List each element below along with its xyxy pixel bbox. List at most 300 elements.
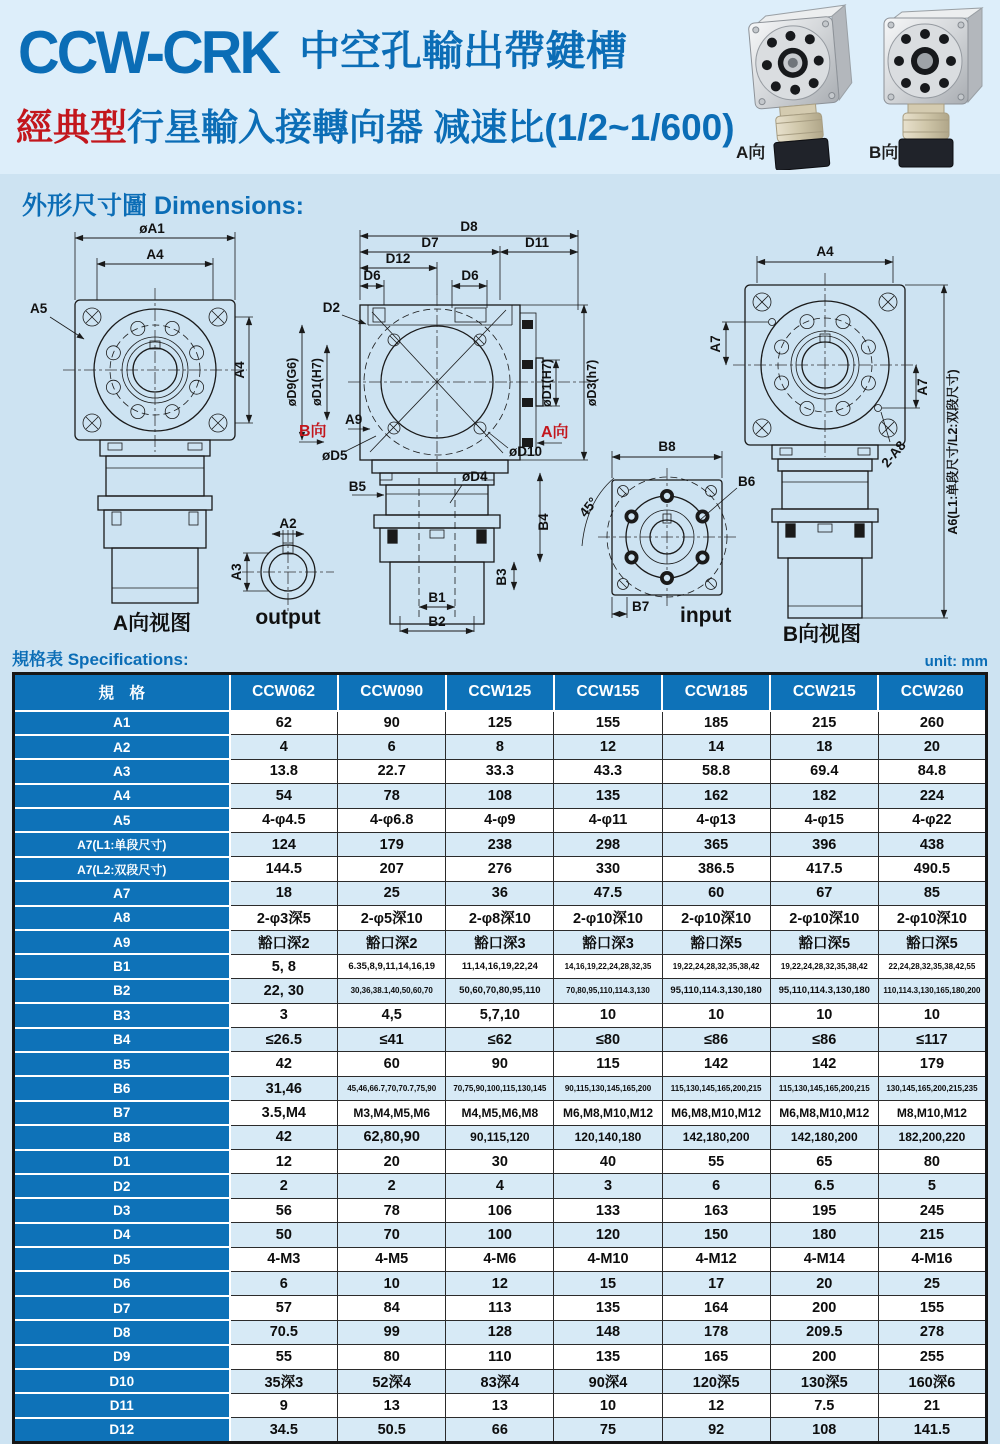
specs-heading-row <box>12 645 988 670</box>
dim-label-d5: øD5 <box>322 448 348 463</box>
spec-cell: 12 <box>554 735 662 759</box>
spec-cell: 22,24,28,32,35,38,42,55 <box>878 954 986 978</box>
spec-cell: 豁口深5 <box>662 930 770 954</box>
spec-cell: 142,180,200 <box>662 1125 770 1149</box>
spec-cell: 298 <box>554 832 662 856</box>
spec-cell: 6.5 <box>770 1174 878 1198</box>
spec-cell: 142,180,200 <box>770 1125 878 1149</box>
spec-row-label: B1 <box>14 954 230 978</box>
spec-cell: 30 <box>446 1150 554 1174</box>
spec-cell: 4-φ11 <box>554 808 662 832</box>
dim-label-a1: øA1 <box>139 221 165 236</box>
table-row <box>14 1271 987 1295</box>
dim-label-d1h7-right: øD1(H7) <box>540 359 554 407</box>
photo-b-label: B向 <box>869 143 899 162</box>
product-photos <box>726 2 988 175</box>
spec-cell: 豁口深5 <box>878 930 986 954</box>
spec-cell: 135 <box>554 1345 662 1369</box>
spec-corner-header: 規 格 <box>14 674 230 711</box>
dim-label-d11: D11 <box>524 235 550 250</box>
spec-cell: 65 <box>770 1150 878 1174</box>
spec-cell: 4-M10 <box>554 1247 662 1271</box>
dim-label-d8: D8 <box>460 219 478 234</box>
dim-label-d6-left: D6 <box>363 268 381 283</box>
spec-cell: 60 <box>662 881 770 905</box>
spec-cell: 163 <box>662 1198 770 1222</box>
dim-label-d6-right: D6 <box>461 268 479 283</box>
dim-label-a7-left: A7 <box>708 335 723 353</box>
spec-cell: 92 <box>662 1418 770 1442</box>
spec-cell: 130深5 <box>770 1369 878 1393</box>
table-row <box>14 1174 987 1198</box>
view-b-caption: B向视图 <box>782 623 862 645</box>
spec-cell: 178 <box>662 1320 770 1344</box>
spec-row-label: A4 <box>14 784 230 808</box>
spec-cell: 120 <box>554 1223 662 1247</box>
spec-cell: 144.5 <box>230 857 338 881</box>
spec-cell: 66 <box>446 1418 554 1442</box>
output-detail <box>229 516 334 629</box>
spec-cell: 5, 8 <box>230 954 338 978</box>
spec-row-label: B8 <box>14 1125 230 1149</box>
spec-col-header: CCW062 <box>230 674 338 711</box>
spec-col-header: CCW215 <box>770 674 878 711</box>
spec-row-label: D12 <box>14 1418 230 1442</box>
spec-row-label: A3 <box>14 759 230 783</box>
spec-row-label: B3 <box>14 1003 230 1027</box>
spec-cell: M8,M10,M12 <box>878 1101 986 1125</box>
spec-cell: 179 <box>338 832 446 856</box>
spec-cell: 195 <box>770 1198 878 1222</box>
spec-cell: 4-φ22 <box>878 808 986 832</box>
table-row <box>14 1150 987 1174</box>
spec-cell: 40 <box>554 1150 662 1174</box>
spec-cell: 245 <box>878 1198 986 1222</box>
spec-row-label: A7(L2:双段尺寸) <box>14 857 230 881</box>
spec-row-label: D5 <box>14 1247 230 1271</box>
dim-label-b6: B6 <box>738 474 756 489</box>
spec-cell: 60 <box>338 1052 446 1076</box>
spec-cell: 80 <box>878 1150 986 1174</box>
table-row <box>14 930 987 954</box>
table-row <box>14 1418 987 1442</box>
spec-cell: ≤80 <box>554 1028 662 1052</box>
spec-row-label: A7(L1:单段尺寸) <box>14 832 230 856</box>
spec-cell: 278 <box>878 1320 986 1344</box>
spec-cell: 4-M16 <box>878 1247 986 1271</box>
spec-row-label: A7 <box>14 881 230 905</box>
view-side-section <box>285 219 599 632</box>
spec-cell: 85 <box>878 881 986 905</box>
spec-cell: 6 <box>338 735 446 759</box>
spec-cell: 133 <box>554 1198 662 1222</box>
view-a-body <box>98 440 212 603</box>
spec-row-label: B4 <box>14 1028 230 1052</box>
dimensions-heading: 外形尺寸圖 Dimensions: <box>22 192 304 220</box>
dim-label-a5: A5 <box>30 301 48 316</box>
table-row <box>14 1247 987 1271</box>
table-row <box>14 711 987 735</box>
spec-row-label: D8 <box>14 1320 230 1344</box>
spec-cell: 50.5 <box>338 1418 446 1442</box>
spec-cell: M6,M8,M10,M12 <box>770 1101 878 1125</box>
spec-row-label: D3 <box>14 1198 230 1222</box>
spec-cell: 5 <box>878 1174 986 1198</box>
spec-cell: 20 <box>338 1150 446 1174</box>
dim-label-d12: D12 <box>385 251 411 266</box>
spec-cell: 4-M12 <box>662 1247 770 1271</box>
spec-cell: 4 <box>446 1174 554 1198</box>
spec-cell: 17 <box>662 1271 770 1295</box>
spec-cell: ≤86 <box>662 1028 770 1052</box>
unit-label: unit: mm <box>924 653 988 670</box>
table-row <box>14 1393 987 1417</box>
spec-cell: 12 <box>446 1271 554 1295</box>
spec-cell: 490.5 <box>878 857 986 881</box>
dim-label-a4-b: A4 <box>816 244 834 259</box>
spec-cell: 50 <box>230 1223 338 1247</box>
spec-cell: 135 <box>554 1296 662 1320</box>
spec-col-header: CCW125 <box>446 674 554 711</box>
table-row <box>14 1223 987 1247</box>
spec-cell: 179 <box>878 1052 986 1076</box>
dim-label-45deg: 45° <box>576 494 601 520</box>
spec-cell: 207 <box>338 857 446 881</box>
view-b-body <box>772 445 878 618</box>
dim-label-a2: A2 <box>279 516 297 531</box>
dir-label-b: B向 <box>299 423 327 440</box>
spec-cell: 2-φ10深10 <box>770 906 878 930</box>
table-row <box>14 808 987 832</box>
dim-label-a9: A9 <box>345 412 363 427</box>
spec-cell: 13 <box>338 1393 446 1417</box>
spec-cell: 162 <box>662 784 770 808</box>
dim-label-b2: B2 <box>428 614 446 629</box>
dim-label-a6: A6(L1:单段尺寸/L2:双段尺寸) <box>946 369 960 535</box>
spec-cell: 260 <box>878 711 986 735</box>
spec-cell: 2-φ8深10 <box>446 906 554 930</box>
table-row <box>14 954 987 978</box>
dim-label-d2: D2 <box>322 300 340 315</box>
spec-cell: 396 <box>770 832 878 856</box>
spec-cell: 4-M3 <box>230 1247 338 1271</box>
spec-cell: 438 <box>878 832 986 856</box>
spec-cell: 20 <box>878 735 986 759</box>
spec-cell: M4,M5,M6,M8 <box>446 1101 554 1125</box>
spec-cell: 2-φ5深10 <box>338 906 446 930</box>
spec-cell: 豁口深2 <box>230 930 338 954</box>
spec-cell: 9 <box>230 1393 338 1417</box>
spec-cell: 22.7 <box>338 759 446 783</box>
spec-cell: ≤86 <box>770 1028 878 1052</box>
spec-cell: M6,M8,M10,M12 <box>662 1101 770 1125</box>
spec-cell: 215 <box>878 1223 986 1247</box>
spec-cell: 3.5,M4 <box>230 1101 338 1125</box>
dim-label-d7: D7 <box>421 235 439 250</box>
spec-cell: 52深4 <box>338 1369 446 1393</box>
view-b-front <box>708 244 960 645</box>
dim-label-d3h7: øD3(h7) <box>585 359 599 407</box>
spec-cell: 155 <box>878 1296 986 1320</box>
spec-cell: 70 <box>338 1223 446 1247</box>
spec-cell: 豁口深3 <box>554 930 662 954</box>
spec-cell: 19,22,24,28,32,35,38,42 <box>770 954 878 978</box>
spec-cell: 25 <box>338 881 446 905</box>
spec-cell: 11,14,16,19,22,24 <box>446 954 554 978</box>
spec-cell: M6,M8,M10,M12 <box>554 1101 662 1125</box>
photo-a-label: A向 <box>736 143 766 162</box>
dim-label-d10: øD10 <box>509 444 543 459</box>
table-row <box>14 1028 987 1052</box>
spec-cell: 70,75,90,100,115,130,145 <box>446 1076 554 1100</box>
dim-label-d9g6: øD9(G6) <box>285 357 299 407</box>
dim-label-b4: B4 <box>536 513 551 531</box>
spec-cell: 20 <box>770 1271 878 1295</box>
dimension-drawing <box>0 210 1000 645</box>
spec-cell: 36 <box>446 881 554 905</box>
dim-label-a4-right: A4 <box>232 361 247 379</box>
spec-col-header: CCW260 <box>878 674 986 711</box>
spec-cell: 12 <box>662 1393 770 1417</box>
table-row <box>14 881 987 905</box>
spec-cell: 56 <box>230 1198 338 1222</box>
spec-cell: 69.4 <box>770 759 878 783</box>
spec-cell: 200 <box>770 1296 878 1320</box>
dim-label-d4: øD4 <box>462 469 488 484</box>
spec-cell: 4-φ15 <box>770 808 878 832</box>
spec-cell: 4,5 <box>338 1003 446 1027</box>
spec-table <box>12 672 988 1444</box>
spec-cell: 12 <box>230 1150 338 1174</box>
spec-cell: 108 <box>770 1418 878 1442</box>
spec-cell: 95,110,114.3,130,180 <box>770 979 878 1003</box>
spec-row-label: A2 <box>14 735 230 759</box>
spec-cell: 15 <box>554 1271 662 1295</box>
spec-cell: 124 <box>230 832 338 856</box>
table-row <box>14 1003 987 1027</box>
spec-cell: 3 <box>230 1003 338 1027</box>
spec-cell: 14,16,19,22,24,28,32,35 <box>554 954 662 978</box>
table-row <box>14 1345 987 1369</box>
gearbox-photo-pair <box>726 2 988 170</box>
table-row <box>14 1101 987 1125</box>
spec-cell: 83深4 <box>446 1369 554 1393</box>
spec-cell: 31,46 <box>230 1076 338 1100</box>
table-row <box>14 857 987 881</box>
spec-cell: 115 <box>554 1052 662 1076</box>
spec-cell: 180 <box>770 1223 878 1247</box>
spec-cell: 2 <box>230 1174 338 1198</box>
spec-cell: 18 <box>770 735 878 759</box>
spec-cell: 84.8 <box>878 759 986 783</box>
spec-col-header: CCW155 <box>554 674 662 711</box>
view-a-caption: A向视图 <box>112 612 192 635</box>
spec-cell: 113 <box>446 1296 554 1320</box>
spec-cell: 365 <box>662 832 770 856</box>
spec-row-label: D1 <box>14 1150 230 1174</box>
dim-label-a3: A3 <box>229 563 244 581</box>
spec-cell: 80 <box>338 1345 446 1369</box>
spec-row-label: A8 <box>14 906 230 930</box>
spec-cell: 豁口深2 <box>338 930 446 954</box>
spec-row-label: A1 <box>14 711 230 735</box>
page-subtitle <box>16 97 735 151</box>
spec-cell: 4 <box>230 735 338 759</box>
spec-cell: ≤62 <box>446 1028 554 1052</box>
spec-cell: ≤117 <box>878 1028 986 1052</box>
spec-row-label: A5 <box>14 808 230 832</box>
specs-heading: 規格表 Specifications: <box>12 650 189 669</box>
input-caption: input <box>680 604 732 627</box>
spec-row-label: B6 <box>14 1076 230 1100</box>
spec-cell: 115,130,145,165,200,215 <box>662 1076 770 1100</box>
view-a-front <box>30 221 253 635</box>
spec-cell: 10 <box>770 1003 878 1027</box>
spec-cell: 155 <box>554 711 662 735</box>
spec-cell: 386.5 <box>662 857 770 881</box>
spec-cell: 6 <box>230 1271 338 1295</box>
spec-cell: 84 <box>338 1296 446 1320</box>
spec-cell: 10 <box>878 1003 986 1027</box>
spec-cell: 43.3 <box>554 759 662 783</box>
table-row <box>14 1320 987 1344</box>
dim-label-a7-right: A7 <box>915 378 930 396</box>
spec-cell: 75 <box>554 1418 662 1442</box>
spec-cell: 215 <box>770 711 878 735</box>
spec-cell: 42 <box>230 1052 338 1076</box>
spec-cell: 182 <box>770 784 878 808</box>
spec-cell: 47.5 <box>554 881 662 905</box>
spec-cell: 110,114.3,130,165,180,200 <box>878 979 986 1003</box>
spec-row-label: B5 <box>14 1052 230 1076</box>
title-description: 中空孔輸出帶鍵槽 <box>299 28 628 74</box>
spec-cell: 2 <box>338 1174 446 1198</box>
spec-cell: ≤41 <box>338 1028 446 1052</box>
spec-row-label: D7 <box>14 1296 230 1320</box>
spec-cell: 62,80,90 <box>338 1125 446 1149</box>
subtitle-text: 行星輸入接轉向器 减速比(1/2~1/600) <box>127 107 735 148</box>
spec-cell: 99 <box>338 1320 446 1344</box>
spec-cell: 50,60,70,80,95,110 <box>446 979 554 1003</box>
table-row <box>14 1076 987 1100</box>
spec-cell: 19,22,24,28,32,35,38,42 <box>662 954 770 978</box>
spec-cell: 62 <box>230 711 338 735</box>
spec-row-label: A9 <box>14 930 230 954</box>
spec-cell: 豁口深3 <box>446 930 554 954</box>
spec-row-label: D10 <box>14 1369 230 1393</box>
spec-col-header: CCW090 <box>338 674 446 711</box>
specifications-section <box>12 645 988 1444</box>
spec-cell: 130,145,165,200,215,235 <box>878 1076 986 1100</box>
spec-cell: 128 <box>446 1320 554 1344</box>
spec-cell: 豁口深5 <box>770 930 878 954</box>
spec-cell: 90 <box>446 1052 554 1076</box>
spec-cell: 30,36,38.1,40,50,60,70 <box>338 979 446 1003</box>
spec-cell: 70,80,95,110,114.3,130 <box>554 979 662 1003</box>
spec-cell: 33.3 <box>446 759 554 783</box>
spec-cell: 276 <box>446 857 554 881</box>
spec-cell: 10 <box>662 1003 770 1027</box>
dim-label-d1h7-left: øD1(H7) <box>310 358 324 406</box>
spec-cell: 3 <box>554 1174 662 1198</box>
dim-label-a4-top: A4 <box>146 247 164 262</box>
spec-cell: M3,M4,M5,M6 <box>338 1101 446 1125</box>
table-row <box>14 979 987 1003</box>
spec-cell: 108 <box>446 784 554 808</box>
spec-row-label: D11 <box>14 1393 230 1417</box>
spec-cell: 150 <box>662 1223 770 1247</box>
spec-cell: 4-φ4.5 <box>230 808 338 832</box>
spec-cell: 21 <box>878 1393 986 1417</box>
spec-cell: 78 <box>338 1198 446 1222</box>
spec-cell: 6 <box>662 1174 770 1198</box>
spec-cell: 55 <box>662 1150 770 1174</box>
dim-label-b1: B1 <box>428 590 446 605</box>
spec-cell: 10 <box>338 1271 446 1295</box>
spec-cell: ≤26.5 <box>230 1028 338 1052</box>
dim-label-b7: B7 <box>632 599 650 614</box>
gearbox-photo-b <box>884 8 982 167</box>
spec-cell: 5,7,10 <box>446 1003 554 1027</box>
spec-cell: 141.5 <box>878 1418 986 1442</box>
table-row <box>14 1296 987 1320</box>
table-row <box>14 735 987 759</box>
table-row <box>14 1052 987 1076</box>
dim-label-b5: B5 <box>348 479 366 494</box>
spec-cell: 2-φ10深10 <box>878 906 986 930</box>
spec-cell: 164 <box>662 1296 770 1320</box>
table-row <box>14 1125 987 1149</box>
table-row <box>14 1198 987 1222</box>
spec-cell: 13 <box>446 1393 554 1417</box>
spec-cell: 115,130,145,165,200,215 <box>770 1076 878 1100</box>
spec-row-label: D2 <box>14 1174 230 1198</box>
spec-cell: 14 <box>662 735 770 759</box>
spec-cell: 142 <box>770 1052 878 1076</box>
spec-cell: 34.5 <box>230 1418 338 1442</box>
spec-col-header: CCW185 <box>662 674 770 711</box>
spec-cell: 2-φ10深10 <box>554 906 662 930</box>
spec-cell: 2-φ3深5 <box>230 906 338 930</box>
spec-cell: 18 <box>230 881 338 905</box>
spec-cell: 4-M5 <box>338 1247 446 1271</box>
spec-cell: 90深4 <box>554 1369 662 1393</box>
spec-cell: 55 <box>230 1345 338 1369</box>
spec-row-label: D4 <box>14 1223 230 1247</box>
spec-cell: 45,46,66.7,70,70.7,75,90 <box>338 1076 446 1100</box>
spec-cell: 10 <box>554 1003 662 1027</box>
spec-cell: 182,200,220 <box>878 1125 986 1149</box>
spec-cell: 4-φ13 <box>662 808 770 832</box>
spec-cell: 106 <box>446 1198 554 1222</box>
spec-cell: 42 <box>230 1125 338 1149</box>
spec-cell: 8 <box>446 735 554 759</box>
spec-cell: 165 <box>662 1345 770 1369</box>
dim-label-2a8: 2-A8 <box>878 438 909 471</box>
spec-cell: 4-φ9 <box>446 808 554 832</box>
dim-label-b8: B8 <box>658 439 676 454</box>
input-view <box>576 439 755 627</box>
table-row <box>14 1369 987 1393</box>
spec-cell: 70.5 <box>230 1320 338 1344</box>
spec-cell: 7.5 <box>770 1393 878 1417</box>
spec-cell: 148 <box>554 1320 662 1344</box>
spec-cell: 209.5 <box>770 1320 878 1344</box>
model-name: CCW-CRK <box>18 19 279 86</box>
spec-cell: 125 <box>446 711 554 735</box>
spec-cell: 100 <box>446 1223 554 1247</box>
spec-cell: 110 <box>446 1345 554 1369</box>
